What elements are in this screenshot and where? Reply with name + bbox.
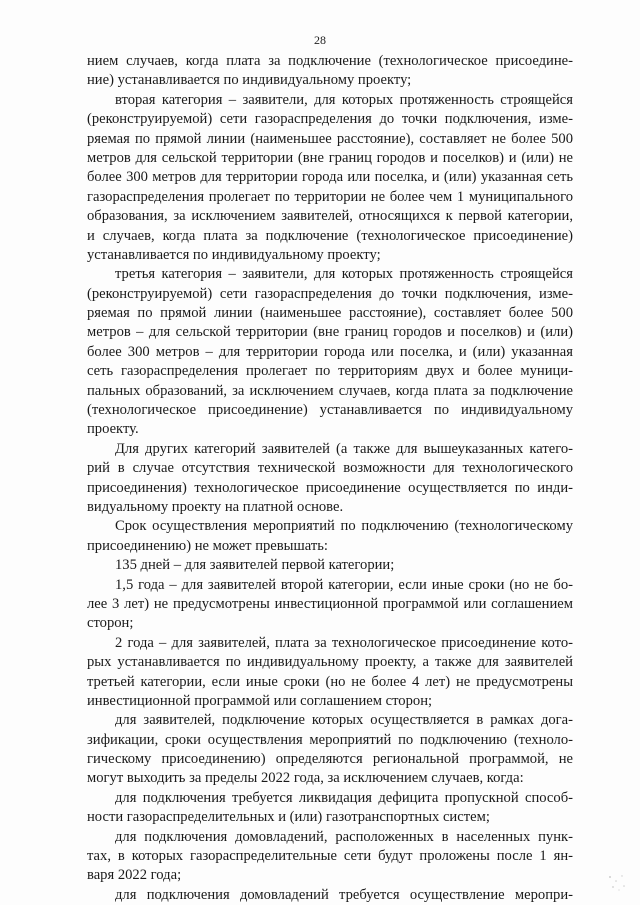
text-line: рых устанавливается по индивидуальному проекту, а также для заявителей xyxy=(87,654,573,671)
text-line: ние) устанавливается по индивидуальному проекту; xyxy=(87,72,412,89)
text-line: вторая категория – заявители, для которых протяженность строящейся xyxy=(115,91,573,108)
text-line: сеть газораспределения пролегает по территориям двух и более муници- xyxy=(87,363,573,380)
text-line: метров – для сельской территории (вне границ городов и поселков) и (или) xyxy=(87,324,573,341)
page-number: 28 xyxy=(314,33,326,47)
text-line: присоединению) не может превышать: xyxy=(87,537,328,554)
text-line: образования, за исключением заявителей, относящихся к первой категории, xyxy=(87,208,573,225)
text-line: тах, в которых газораспределительные сети будут проложены после 1 ян- xyxy=(87,848,573,865)
text-line: (технологическое присоединение) устанавливается по индивидуальному xyxy=(87,402,573,419)
text-line: ряемая по прямой линии (наименьшее расстояние), составляет не более 500 xyxy=(87,130,573,147)
text-line: проекту. xyxy=(87,421,139,438)
text-line: могут выходить за пределы 2022 года, за исключением случаев, когда: xyxy=(87,770,524,787)
text-line: лее 3 лет) не предусмотрены инвестиционной программой или соглашением xyxy=(87,595,573,612)
text-line: 1,5 года – для заявителей второй категории, если иные сроки (но не бо- xyxy=(115,576,573,593)
text-line: сторон; xyxy=(87,615,134,632)
text-line: для подключения домовладений, расположенных в населенных пунк- xyxy=(115,828,573,845)
text-line: ности газораспределительных и (или) газотранспортных систем; xyxy=(87,809,490,826)
text-line: Для других категорий заявителей (а также для вышеуказанных катего- xyxy=(115,440,573,457)
text-line: ряемая по прямой линии (наименьшее расстояние), составляет более 500 xyxy=(87,305,573,322)
document-body-text xyxy=(87,52,573,905)
text-line: газораспределения пролегает по территории не более чем 1 муниципального xyxy=(87,188,573,205)
text-line: присоединения) технологическое присоединение осуществляется по инди- xyxy=(87,479,573,496)
text-line: рий в случае отсутствия технической возможности для технологического xyxy=(87,460,573,477)
text-line: видуальному проекту на платной основе. xyxy=(87,498,344,515)
text-line: более 300 метров для территории города или поселка, и (или) указанная сеть xyxy=(87,169,573,186)
text-line: устанавливается по индивидуальному проекту; xyxy=(87,246,381,263)
text-line: и случаев, когда плата за подключение (технологическое присоединение) xyxy=(87,227,573,244)
text-line: пальных образований, за исключением случаев, когда плата за подключение xyxy=(87,382,573,399)
text-line: третья категория – заявители, для которых протяженность строящейся xyxy=(115,266,573,283)
text-line: для подключения домовладений требуется осуществление меропри- xyxy=(115,886,573,903)
text-line: варя 2022 года; xyxy=(87,867,182,884)
text-line: более 300 метров – для территории города или поселка, и (или) указанная xyxy=(87,343,573,360)
text-line: для подключения требуется ликвидация дефицита пропускной способ- xyxy=(115,789,573,806)
text-line: для заявителей, подключение которых осуществляется в рамках дога- xyxy=(115,712,573,729)
text-line: Срок осуществления мероприятий по подключению (технологическому xyxy=(115,518,573,535)
text-line: гическому присоединению) определяются региональной программой, не xyxy=(87,751,573,768)
text-line: метров для сельской территории (вне границ городов и поселков) и (или) не xyxy=(87,149,573,166)
text-line: 135 дней – для заявителей первой категории; xyxy=(115,557,395,574)
text-line: третьей категории, если иные сроки (но не более 4 лет) не предусмотрены xyxy=(87,673,573,690)
text-line: нием случаев, когда плата за подключение (технологическое присоедине- xyxy=(87,53,573,69)
text-line: инвестиционной программой или соглашением сторон; xyxy=(87,692,433,709)
text-line: 2 года – для заявителей, плата за технологическое присоединение кото- xyxy=(115,634,573,651)
scan-artifact-mark xyxy=(604,871,630,893)
text-line: (реконструируемой) сети газораспределения до точки подключения, изме- xyxy=(87,285,573,302)
text-line: (реконструируемой) сети газораспределения до точки подключения, изме- xyxy=(87,111,573,128)
text-line: зификации, сроки осуществления мероприятий по подключению (техноло- xyxy=(87,731,573,748)
